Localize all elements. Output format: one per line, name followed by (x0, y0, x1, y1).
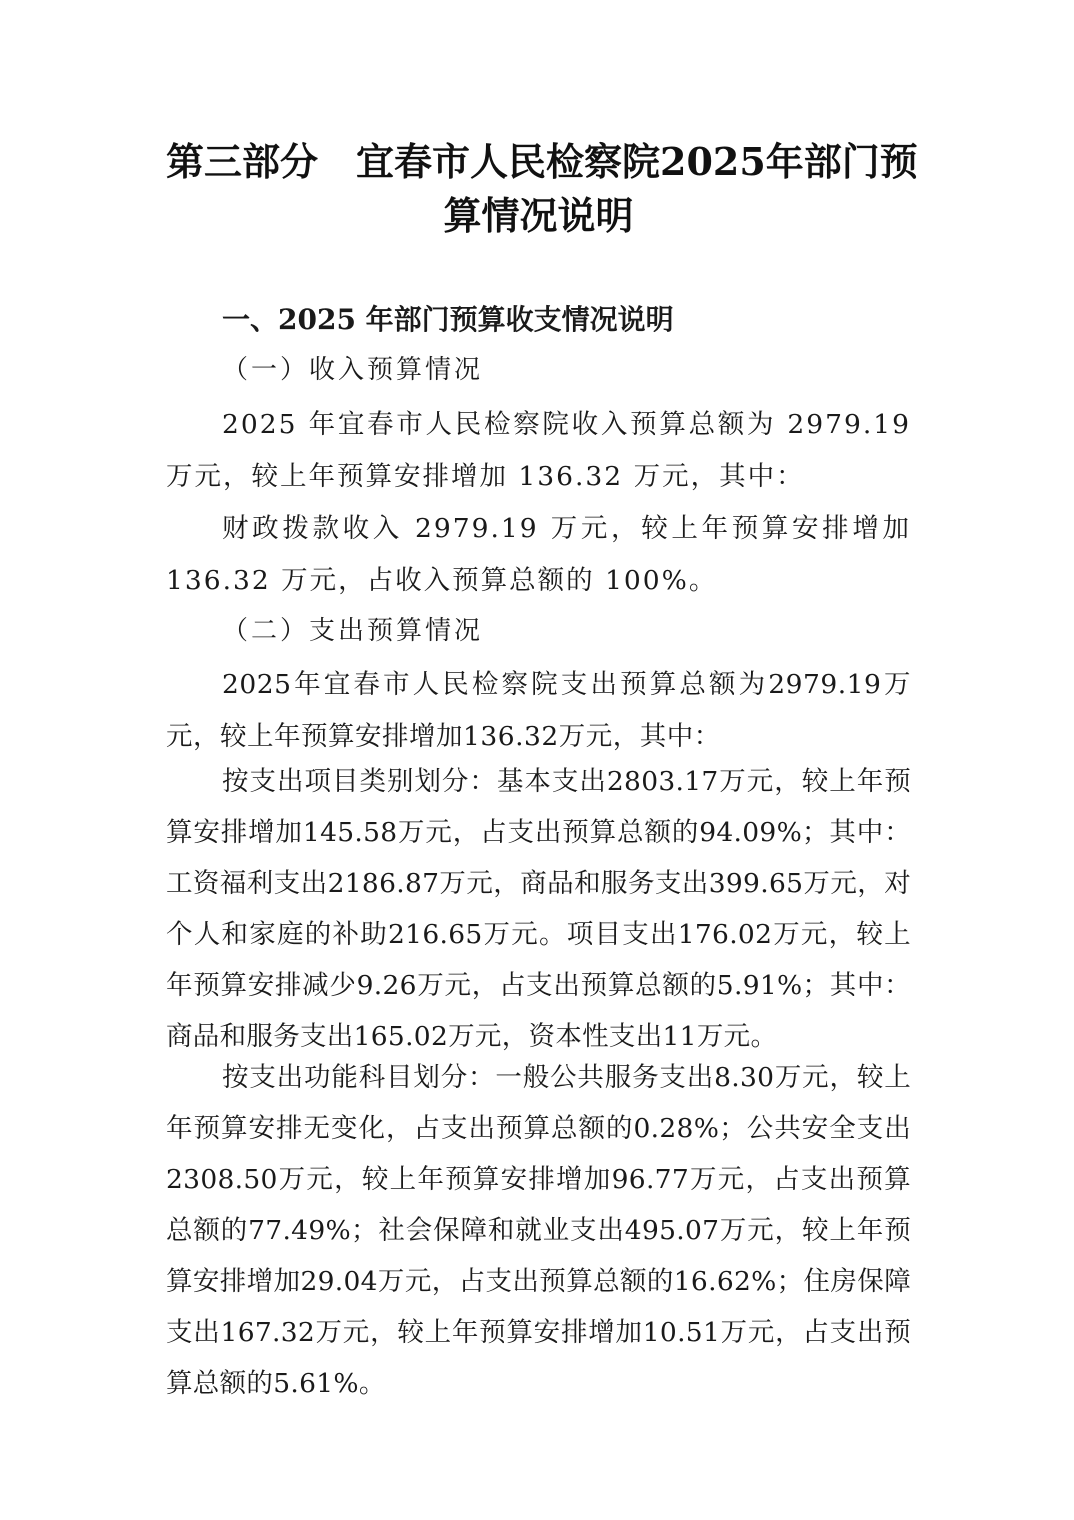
section-heading-budget-overview: 一、2025 年部门预算收支情况说明 (222, 303, 674, 336)
page-title (166, 135, 918, 243)
subheading-expense-budget: （二）支出预算情况 (222, 616, 484, 646)
title-line-1: 第三部分 宜春市人民检察院2025年部门预 (166, 139, 918, 184)
paragraph-income-total: 2025 年宜春市人民检察院收入预算总额为 2979.19 万元，较上年预算安排增加 136.32 万元，其中： (166, 409, 911, 492)
paragraph-income-fiscal: 财政拨款收入 2979.19 万元，较上年预算安排增加 136.32 万元，占收入预算总额的 100%。 (166, 513, 911, 596)
paragraph-expense-by-function: 按支出功能科目划分：一般公共服务支出8.30万元，较上年预算安排无变化，占支出预算总额的0.28%；公共安全支出2308.50万元，较上年预算安排增加96.77万元，占支出预算总额的77.49%；社会保障和就业支出495.07万元，较上年预算安排增加29.04万元，占支出预算总额的16.62%；住房保障支出167.32万元，较上年预算安排增加10.51万元，占支出预算总额的5.61%。 (166, 1062, 911, 1399)
paragraph-expense-total: 2025年宜春市人民检察院支出预算总额为2979.19万元，较上年预算安排增加136.32万元，其中： (166, 669, 911, 752)
paragraph-expense-by-category: 按支出项目类别划分：基本支出2803.17万元，较上年预算安排增加145.58万元，占支出预算总额的94.09%；其中：工资福利支出2186.87万元，商品和服务支出399.65万元，对个人和家庭的补助216.65万元。项目支出176.02万元，较上年预算安排减少9.26万元，占支出预算总额的5.91%；其中：商品和服务支出165.02万元，资本性支出11万元。 (166, 766, 911, 1052)
subheading-income-budget: （一）收入预算情况 (222, 355, 484, 385)
title-line-2: 算情况说明 (443, 193, 634, 238)
